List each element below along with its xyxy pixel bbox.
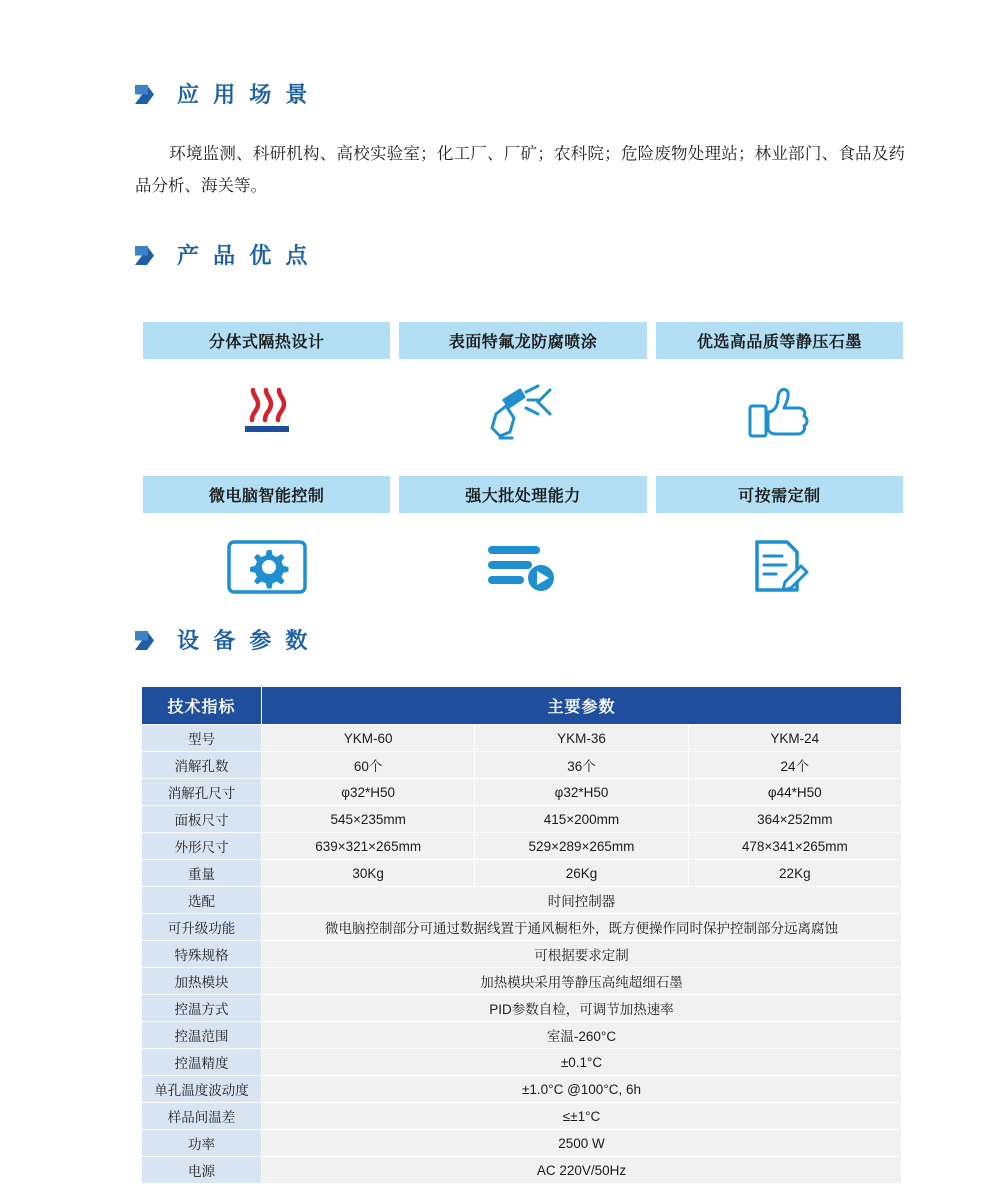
row-label: 面板尺寸 — [142, 806, 262, 833]
row-value: 26Kg — [475, 860, 688, 887]
row-label: 控温精度 — [142, 1049, 262, 1076]
row-label: 重量 — [142, 860, 262, 887]
row-label: 单孔温度波动度 — [142, 1076, 262, 1103]
row-value: 639×321×265mm — [262, 833, 475, 860]
heat-waves-icon — [143, 359, 390, 467]
table-row — [142, 806, 902, 833]
row-value: 364×252mm — [688, 806, 901, 833]
double-chevron-icon — [135, 630, 163, 652]
table-row — [142, 968, 902, 995]
column-header-main-params: 主要参数 — [262, 687, 902, 725]
row-value: 22Kg — [688, 860, 901, 887]
table-row — [142, 887, 902, 914]
table-row — [142, 1076, 902, 1103]
table-row — [142, 1103, 902, 1130]
row-label: 可升级功能 — [142, 914, 262, 941]
row-value: φ44*H50 — [688, 779, 901, 806]
section-heading-product-advantages — [135, 245, 311, 267]
table-row — [142, 995, 902, 1022]
row-value-merged: ±0.1°C — [262, 1049, 902, 1076]
advantage-card-3 — [656, 322, 903, 467]
advantage-card-6 — [656, 476, 903, 621]
section-heading-equipment-parameters — [135, 630, 311, 652]
table-row — [142, 860, 902, 887]
row-value-merged: 微电脑控制部分可通过数据线置于通风橱柜外，既方便操作同时保护控制部分远离腐蚀 — [262, 914, 902, 941]
row-value: φ32*H50 — [475, 779, 688, 806]
row-value: 36个 — [475, 752, 688, 779]
row-label: 消解孔数 — [142, 752, 262, 779]
table-row — [142, 1049, 902, 1076]
advantage-card-4 — [143, 476, 390, 621]
parameters-table-head — [142, 687, 902, 725]
row-label: 选配 — [142, 887, 262, 914]
advantage-card-1 — [143, 322, 390, 467]
row-value-merged: AC 220V/50Hz — [262, 1157, 902, 1184]
document-pencil-icon — [656, 513, 903, 621]
section-title-text: 设 备 参 数 — [177, 628, 312, 653]
advantages-row-2 — [143, 476, 903, 621]
row-value: 30Kg — [262, 860, 475, 887]
advantage-label: 微电脑智能控制 — [143, 476, 390, 513]
table-row — [142, 725, 902, 752]
row-value: YKM-24 — [688, 725, 901, 752]
row-value: 60个 — [262, 752, 475, 779]
row-label: 特殊规格 — [142, 941, 262, 968]
batch-play-icon — [399, 513, 646, 621]
row-value: 478×341×265mm — [688, 833, 901, 860]
gear-screen-icon — [143, 513, 390, 621]
advantage-label: 表面特氟龙防腐喷涂 — [399, 322, 646, 359]
row-value-merged: 2500 W — [262, 1130, 902, 1157]
row-label: 外形尺寸 — [142, 833, 262, 860]
table-row — [142, 833, 902, 860]
row-value-merged: PID参数自检，可调节加热速率 — [262, 995, 902, 1022]
table-row — [142, 1130, 902, 1157]
row-label: 电源 — [142, 1157, 262, 1184]
row-label: 控温范围 — [142, 1022, 262, 1049]
row-value: YKM-60 — [262, 725, 475, 752]
advantage-card-2 — [399, 322, 646, 467]
section-title-text: 应 用 场 景 — [177, 82, 312, 107]
double-chevron-icon — [135, 84, 163, 106]
thumbs-up-icon — [656, 359, 903, 467]
row-value-merged: 室温-260°C — [262, 1022, 902, 1049]
advantages-row-1 — [143, 322, 903, 467]
row-value: 529×289×265mm — [475, 833, 688, 860]
advantages-grid — [143, 322, 903, 621]
column-header-metric: 技术指标 — [142, 687, 262, 725]
row-value: 24个 — [688, 752, 901, 779]
advantage-label: 可按需定制 — [656, 476, 903, 513]
row-label: 功率 — [142, 1130, 262, 1157]
row-label: 样品间温差 — [142, 1103, 262, 1130]
advantage-label: 优选高品质等静压石墨 — [656, 322, 903, 359]
row-label: 控温方式 — [142, 995, 262, 1022]
table-row — [142, 1022, 902, 1049]
row-value-merged: 时间控制器 — [262, 887, 902, 914]
application-scene-text: 环境监测、科研机构、高校实验室；化工厂、厂矿；农科院；危险废物处理站；林业部门、食品及药品分析、海关等。 — [135, 145, 905, 195]
row-label: 加热模块 — [142, 968, 262, 995]
table-row — [142, 779, 902, 806]
row-label: 型号 — [142, 725, 262, 752]
section-title-text: 产 品 优 点 — [177, 243, 312, 268]
spray-gun-icon — [399, 359, 646, 467]
advantage-card-5 — [399, 476, 646, 621]
double-chevron-icon — [135, 245, 163, 267]
application-scene-paragraph — [135, 138, 905, 202]
advantage-label: 分体式隔热设计 — [143, 322, 390, 359]
row-value-merged: 加热模块采用等静压高纯超细石墨 — [262, 968, 902, 995]
table-row — [142, 914, 902, 941]
row-value: φ32*H50 — [262, 779, 475, 806]
section-heading-application-scene — [135, 84, 311, 106]
table-header-row — [142, 687, 902, 725]
table-row — [142, 941, 902, 968]
parameters-table — [141, 686, 902, 1184]
parameters-table-body — [142, 725, 902, 1184]
row-value: 545×235mm — [262, 806, 475, 833]
advantage-label: 强大批处理能力 — [399, 476, 646, 513]
row-label: 消解孔尺寸 — [142, 779, 262, 806]
row-value: YKM-36 — [475, 725, 688, 752]
table-row — [142, 1157, 902, 1184]
row-value: 415×200mm — [475, 806, 688, 833]
row-value-merged: ±1.0°C @100°C, 6h — [262, 1076, 902, 1103]
row-value-merged: ≤±1°C — [262, 1103, 902, 1130]
row-value-merged: 可根据要求定制 — [262, 941, 902, 968]
table-row — [142, 752, 902, 779]
